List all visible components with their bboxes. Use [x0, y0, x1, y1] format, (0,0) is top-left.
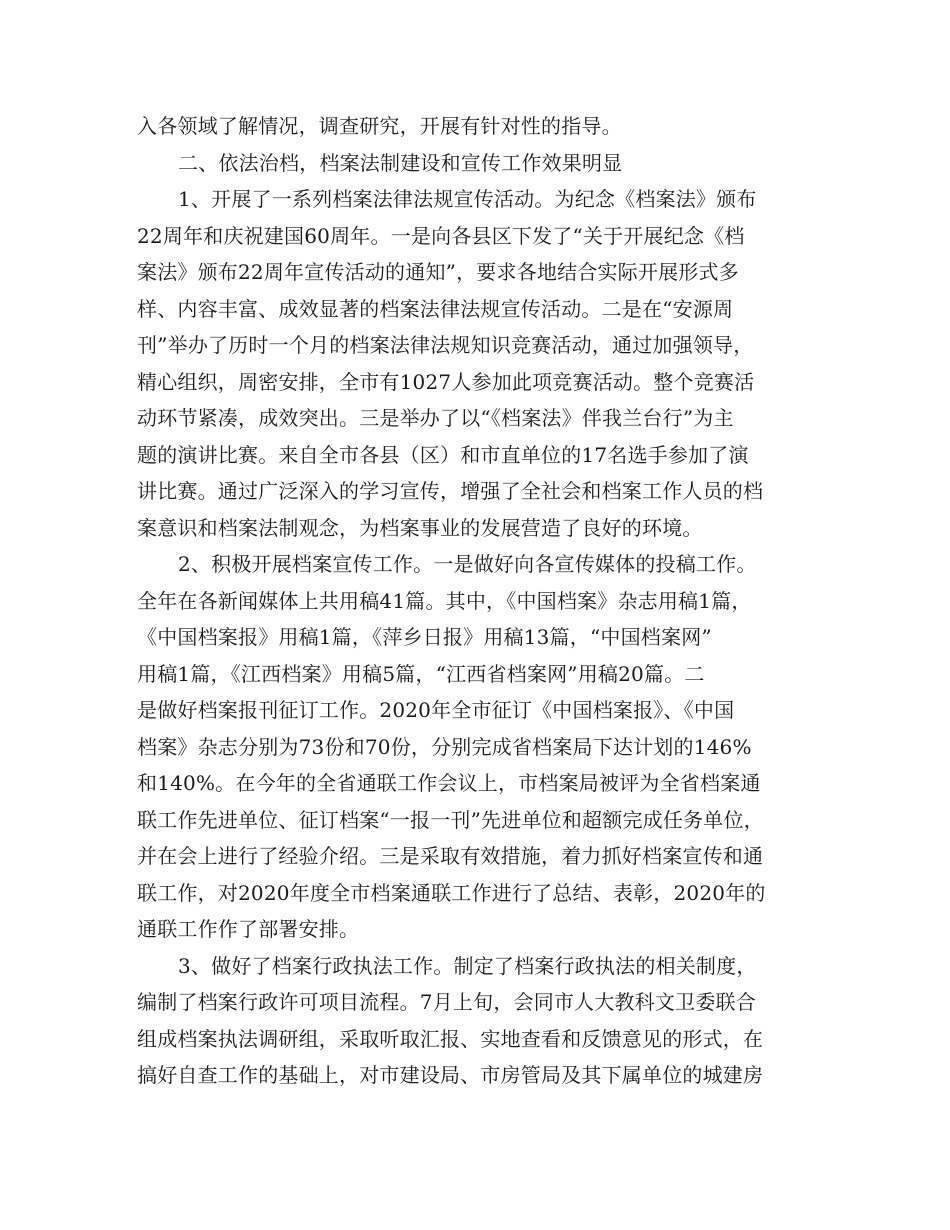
text-line: 联工作，对2020年度全市档案通联工作进行了总结、表彰，2020年的	[137, 880, 766, 905]
text-line: 2、积极开展档案宣传工作。一是做好向各宣传媒体的投稿工作。	[178, 552, 757, 576]
text-line: 1、开展了一系列档案法律法规宣传活动。为纪念《档案法》颁布	[178, 187, 757, 211]
text-line: 是做好档案报刊征订工作。2020年全市征订《中国档案报》、《中国	[137, 698, 735, 722]
text-line: 样、内容丰富、成效显著的档案法律法规宣传活动。二是在“安源周	[137, 296, 734, 321]
text-line: 案意识和档案法制观念，为档案事业的发展营造了良好的环境。	[137, 515, 703, 540]
text-line: 用稿1篇，《江西档案》用稿5篇，“江西省档案网”用稿20篇。二	[137, 661, 705, 686]
text-line: 3、做好了档案行政执法工作。制定了档案行政执法的相关制度，	[178, 953, 757, 978]
text-line: 和140%。在今年的全省通联工作会议上，市档案局被评为全省档案通	[137, 771, 761, 795]
text-line: 精心组织，周密安排，全市有1027人参加此项竞赛活动。整个竞赛活	[137, 369, 755, 394]
document-body	[137, 108, 813, 1094]
text-line: 通联工作作了部署安排。	[137, 917, 360, 941]
text-line: 联工作先进单位、征订档案“一报一刊”先进单位和超额完成任务单位，	[137, 807, 764, 832]
text-line: 动环节紧凑，成效突出。三是举办了以“《档案法》伴我兰台行”为主	[137, 406, 734, 430]
text-line: 编制了档案行政许可项目流程。7月上旬，会同市人大教科文卫委联合	[137, 990, 756, 1014]
section-heading: 二、依法治档，档案法制建设和宣传工作效果明显	[178, 150, 623, 175]
text-line: 并在会上进行了经验介绍。三是采取有效措施，着力抓好档案宣传和通	[137, 844, 764, 868]
text-line: 讲比赛。通过广泛深入的学习宣传，增强了全社会和档案工作人员的档	[137, 479, 764, 503]
text-line: 搞好自查工作的基础上，对市建设局、市房管局及其下属单位的城建房	[137, 1063, 764, 1087]
text-line: 档案》杂志分别为73份和70份，分别完成省档案局下达计划的146%	[137, 734, 752, 759]
text-line: 刊”举办了历时一个月的档案法律法规知识竞赛活动，通过加强领导，	[137, 333, 754, 357]
text-line: 《中国档案报》用稿1篇，《萍乡日报》用稿13篇，“中国档案网”	[137, 625, 712, 649]
text-line: 组成档案执法调研组，采取听取汇报、实地查看和反馈意见的形式，在	[137, 1026, 764, 1051]
text-line: 22周年和庆祝建国60周年。一是向各县区下发了“关于开展纪念《档	[137, 223, 745, 248]
text-line: 题的演讲比赛。来自全市各县（区）和市直单位的17名选手参加了演	[137, 442, 749, 467]
text-line: 全年在各新闻媒体上共用稿41篇。其中，《中国档案》杂志用稿1篇，	[137, 588, 752, 613]
text-line: 入各领域了解情况，调查研究，开展有针对性的指导。	[137, 114, 622, 138]
text-line: 案法》颁布22周年宣传活动的通知”，要求各地结合实际开展形式多	[137, 260, 739, 284]
